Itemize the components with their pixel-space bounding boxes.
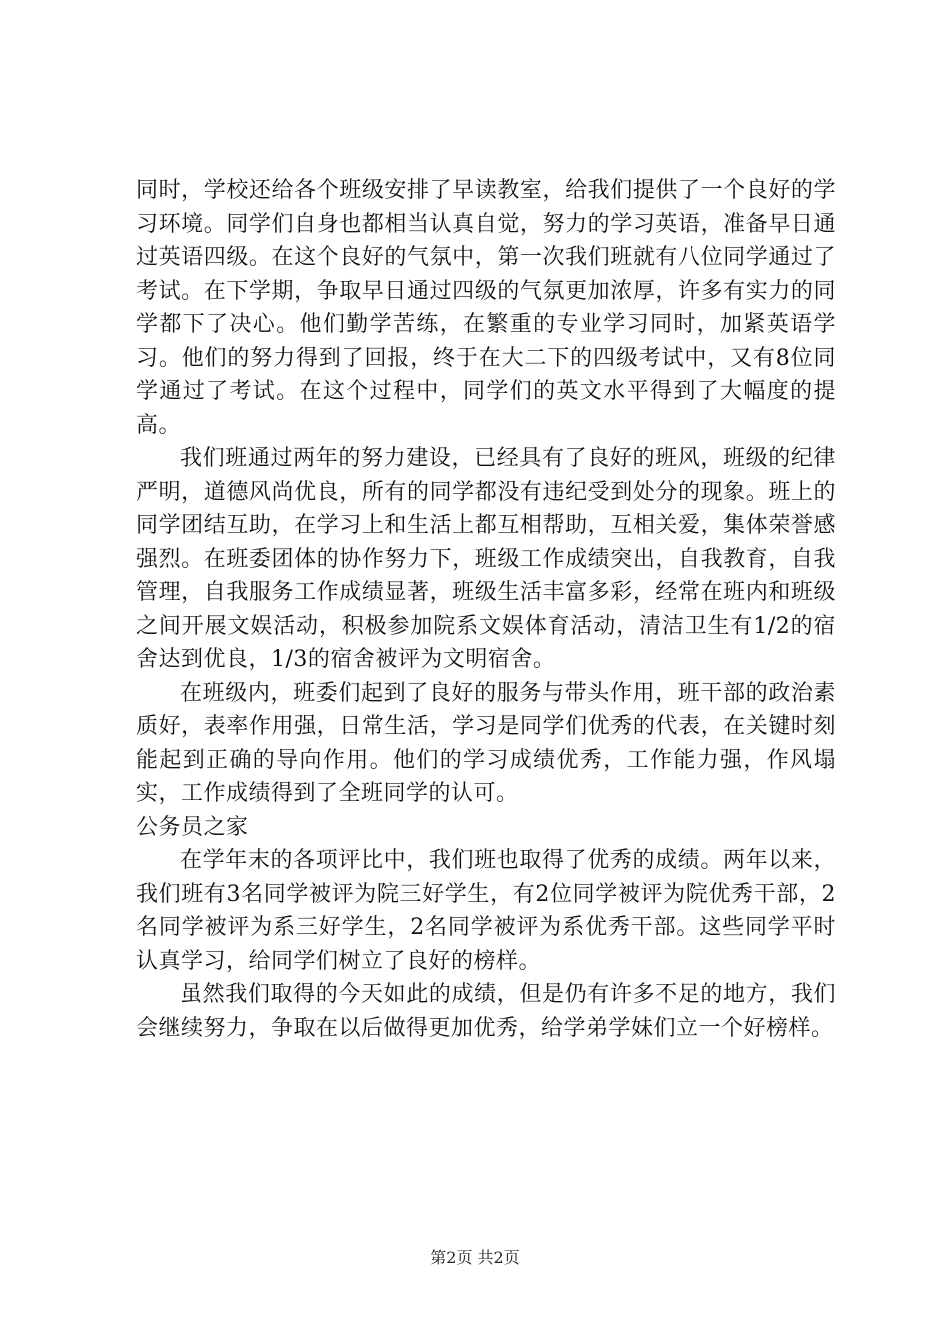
paragraph-awards: 在学年末的各项评比中，我们班也取得了优秀的成绩。两年以来，我们班有3名同学被评为院三好学生，有2位同学被评为院优秀干部，2名同学被评为系三好学生，2名同学被评为系优秀干部。这些同学平时认真学习，给同学们树立了良好的榜样。: [136, 848, 836, 974]
paragraph-class-style: 我们班通过两年的努力建设，已经具有了良好的班风，班级的纪律严明，道德风尚优良，所有的同学都没有违纪受到处分的现象。班上的同学团结互助，在学习上和生活上都互相帮助，互相关爱，集体荣誉感强烈。在班委团体的协作努力下，班级工作成绩突出，自我教育，自我管理，自我服务工作成绩显著，班级生活丰富多彩，经常在班内和班级之间开展文娱活动，积极参加院系文娱体育活动，清洁卫生有1/2的宿舍达到优良，1/3的宿舍被评为文明宿舍。: [136, 446, 836, 672]
paragraph-class-committee: 在班级内，班委们起到了良好的服务与带头作用，班干部的政治素质好，表率作用强，日常生活，学习是同学们优秀的代表，在关键时刻能起到正确的导向作用。他们的学习成绩优秀，工作能力强，作风塌实，工作成绩得到了全班同学的认可。: [136, 680, 836, 806]
watermark-text: 公务员之家: [136, 814, 249, 840]
document-body: [136, 174, 836, 1045]
page-footer: [0, 1245, 950, 1268]
page-number: 第2页 共2页: [430, 1248, 520, 1267]
paragraph-english-study: 同时，学校还给各个班级安排了早读教室，给我们提供了一个良好的学习环境。同学们自身也都相当认真自觉，努力的学习英语，准备早日通过英语四级。在这个良好的气氛中，第一次我们班就有八位同学通过了考试。在下学期，争取早日通过四级的气氛更加浓厚，许多有实力的同学都下了决心。他们勤学苦练，在繁重的专业学习同时，加紧英语学习。他们的努力得到了回报，终于在大二下的四级考试中，又有8位同学通过了考试。在这个过程中，同学们的英文水平得到了大幅度的提高。: [136, 178, 836, 438]
paragraph-conclusion: 虽然我们取得的今天如此的成绩，但是仍有许多不足的地方，我们会继续努力，争取在以后做得更加优秀，给学弟学妹们立一个好榜样。: [136, 982, 836, 1041]
